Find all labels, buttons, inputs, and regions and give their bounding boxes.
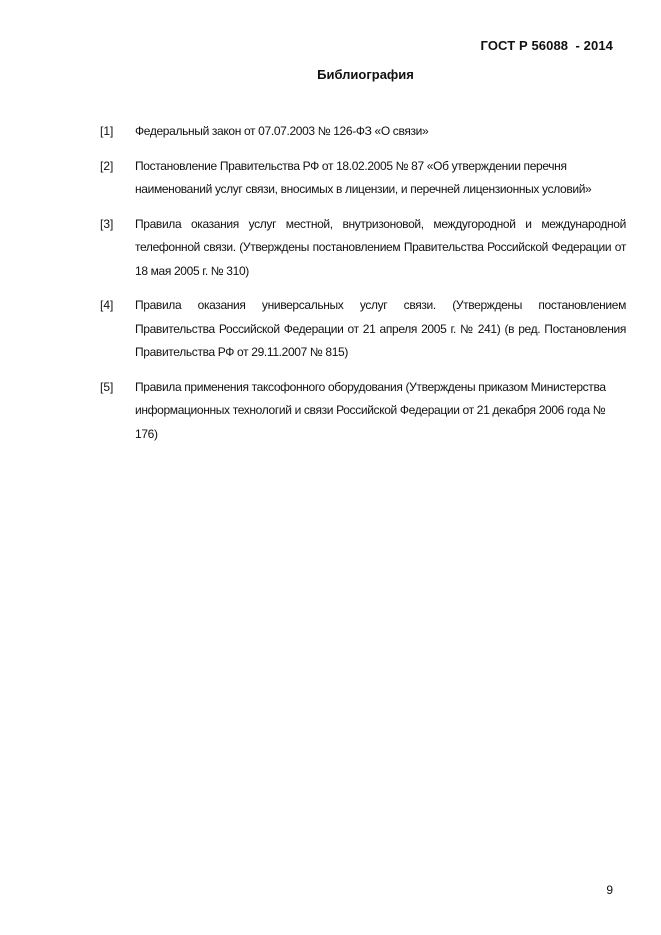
bibliography-list xyxy=(100,120,626,457)
page-number: 9 xyxy=(606,883,613,897)
bibliography-entry-5 xyxy=(100,376,626,447)
entry-number: [5] xyxy=(100,379,114,394)
entry-number: [1] xyxy=(100,124,114,138)
page-title: Библиография xyxy=(317,67,414,82)
bibliography-entry-3 xyxy=(100,213,626,284)
entry-text: Правила оказания услуг местной, внутризоновой, междугородной и международной телефонной связи. (Утверждены постановлением Правительства Российской Федерации от 18 мая 2005 г. № 310) xyxy=(135,216,626,278)
entry-number: [2] xyxy=(100,158,114,173)
entry-text: Постановление Правительства РФ от 18.02.2005 № 87 «Об утверждении перечня наименований услуг связи, вносимых в лицензии, и перечней лицензионных условий» xyxy=(135,158,592,196)
entry-text: Федеральный закон от 07.07.2003 № 126-ФЗ «О связи» xyxy=(135,124,429,138)
bibliography-entry-1 xyxy=(100,120,626,144)
bibliography-entry-4 xyxy=(100,294,626,365)
bibliography-entry-2 xyxy=(100,155,626,202)
standard-designation: ГОСТ Р 56088 - 2014 xyxy=(480,38,613,53)
entry-text: Правила оказания универсальных услуг связи. (Утверждены постановлением Правительства Российской Федерации от 21 апреля 2005 г. № 241) (в ред. Постановления Правительства РФ от 29.11.2007 № 815) xyxy=(135,298,626,359)
entry-number: [4] xyxy=(100,298,114,312)
entry-text: Правила применения таксофонного оборудования (Утверждены приказом Министерства информационных технологий и связи Российской Федерации от 21 декабря 2006 года № 176) xyxy=(135,379,606,441)
entry-number: [3] xyxy=(100,216,114,231)
